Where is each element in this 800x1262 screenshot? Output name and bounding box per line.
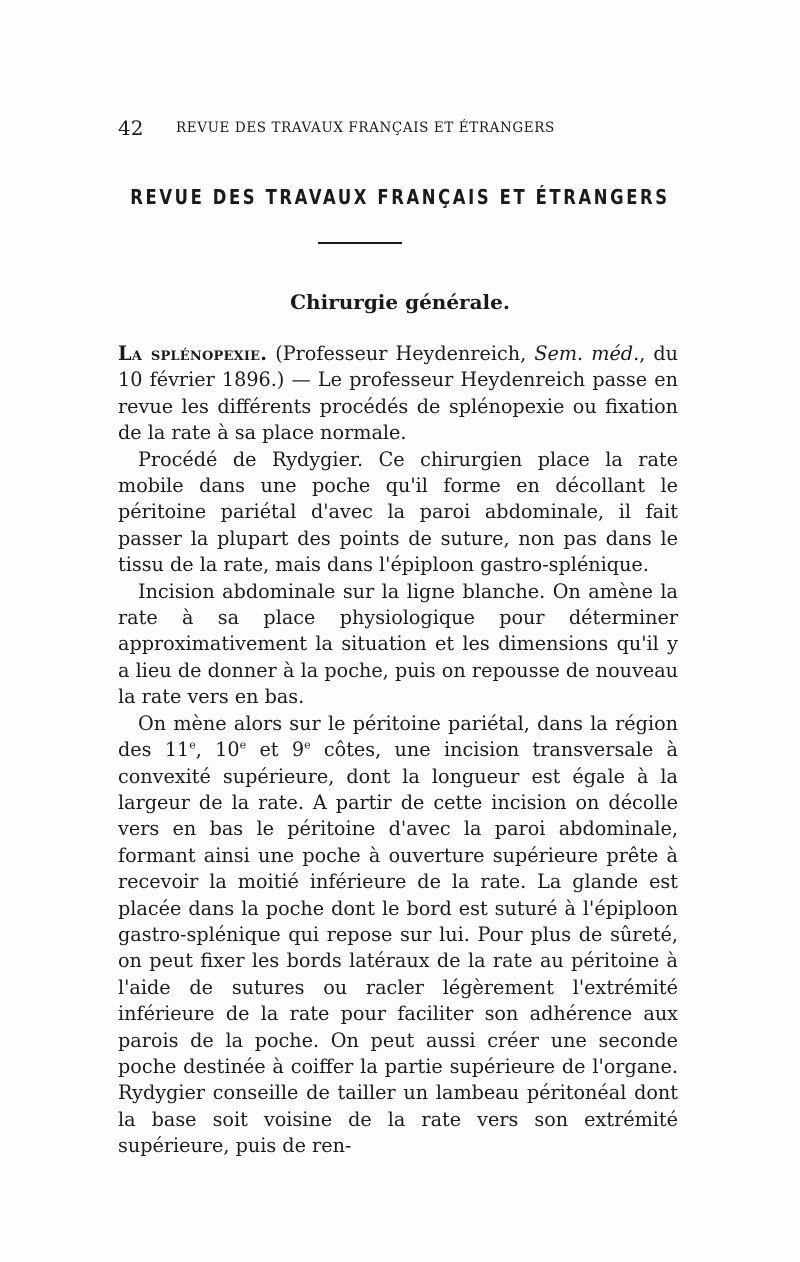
- article-lead: La splénopexie.: [118, 342, 268, 365]
- paragraph-4-text-d: côtes, une incision transversale à convexité supérieure, dont la longueur est égale à la largeur de la rate. A partir de cette incision on décolle vers en bas le péritoine d'avec la paroi abdominale, formant ainsi une poche à ouverture supérieure prête à recevoir la moitié inférieure de la rate. La glande est placée dans la poche dont le bord est suturé à l'épiploon gastro-splénique qui repose sur lui. Pour plus de sûreté, on peut fixer les bords latéraux de la rate au péritoine à l'aide de sutures ou racler légèrement l'extrémité inférieure de la rate pour faciliter son adhérence aux parois de la poche. On peut aussi créer une seconde poche destinée à coiffer la partie supérieure de l'organe. Rydygier conseille de tailler un lambeau péritonéal dont la base soit voisine de la rate vers son extrémité supérieure, puis de ren-: [118, 738, 678, 1158]
- running-title: REVUE DES TRAVAUX FRANÇAIS ET ÉTRANGERS: [176, 120, 555, 136]
- paragraph-4: [118, 711, 678, 1160]
- paragraph-4-text-b: , 10: [195, 738, 240, 762]
- paragraph-3: Incision abdominale sur la ligne blanche. On amène la rate à sa place physiologique pour déterminer approximativement la situation et les dimensions qu'il y a lieu de donner à la poche, puis on repousse de nouveau la rate vers en bas.: [118, 579, 678, 709]
- ordinal-suffix: e: [239, 738, 247, 752]
- paragraph-1: [118, 341, 678, 447]
- main-title: REVUE DES TRAVAUX FRANÇAIS ET ÉTRANGERS: [130, 185, 670, 209]
- paragraph-1-text-a: (Professeur Heydenreich,: [267, 342, 535, 365]
- article-body: [118, 341, 678, 1160]
- ordinal-suffix: e: [189, 738, 196, 752]
- page-number: 42: [118, 116, 144, 140]
- paragraph-4-text-a: On mène alors sur le péritoine pariétal, dans la région des 11: [118, 711, 678, 762]
- paragraph-2: Procédé de Rydygier. Ce chirurgien place la rate mobile dans une poche qu'il forme en décollant le péritoine pariétal d'avec la paroi abdominale, il fait passer la plupart des points de suture, non pas dans le tissu de la rate, mais dans l'épiploon gastro-splénique.: [118, 447, 678, 577]
- journal-citation: Sem. méd.: [534, 342, 640, 365]
- paragraph-1-text-b: , du 10 février 1896.) — Le professeur Heydenreich passe en revue les différents procédés de splénopexie ou fixation de la rate à sa place normale.: [118, 342, 679, 445]
- paragraph-4-text-c: et 9: [246, 738, 305, 762]
- ordinal-suffix: e: [304, 738, 311, 752]
- section-title: Chirurgie générale.: [290, 290, 510, 314]
- running-head: [118, 117, 678, 139]
- title-rule: [318, 242, 402, 244]
